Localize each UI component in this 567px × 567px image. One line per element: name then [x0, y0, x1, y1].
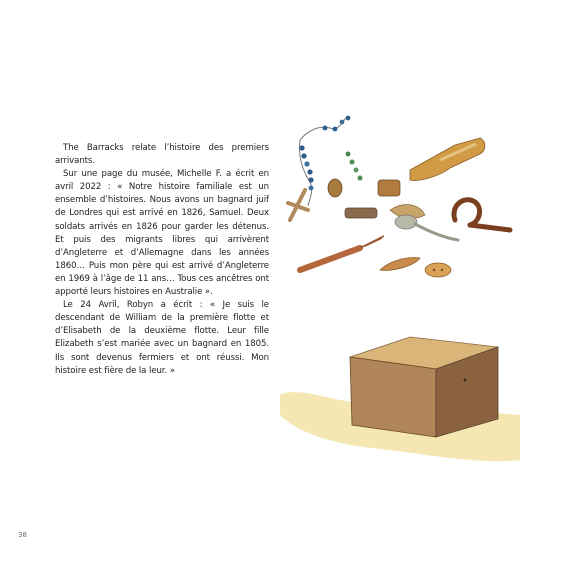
handle-icon	[454, 200, 510, 230]
wood-block-icon	[378, 180, 400, 196]
button-piece-icon	[425, 263, 451, 277]
artifacts-illustration	[280, 110, 520, 285]
paragraph-2: Sur une page du musée, Michelle F. a écrit en avril 2022 : « Notre histoire familiale est un ensemble d’histoires. Nous avons un bagnard juif de Londres qui est arrivé en 1826, Samuel. Deux soldats arrivés en 1826 pour garder les détenus. Et puis des migrants libres qui arrivèrent d’Angleterre et d’Allemagne dans les années 1860… Puis mon père qui est arrivé d’Angleterre en 1969 à l’âge de 11 ans… Tous ces ancêtres ont apporté leurs histoires en Australie ».	[55, 169, 269, 298]
bone-piece-icon	[380, 258, 420, 271]
chest-icon	[350, 337, 498, 437]
paragraph-1: The Barracks relate l’histoire des premiers arrivants.	[55, 143, 269, 167]
long-knife-icon	[300, 236, 384, 270]
spoon-icon	[395, 215, 458, 240]
rosary-icon	[288, 116, 350, 220]
page-number: 38	[18, 531, 27, 539]
comb-icon	[345, 208, 377, 218]
amulet-icon	[328, 179, 342, 197]
body-text	[55, 142, 269, 378]
chest-illustration	[280, 325, 525, 465]
paragraph-3: Le 24 Avril, Robyn a écrit : « Je suis le descendant de William de la première flotte et d’Elisabeth de la deuxième flotte. Leur fille Elizabeth s’est mariée avec un bagnard en 1805. Ils sont devenus fermiers et ont réussi. Mon histoire est fière de la leur. »	[55, 300, 269, 376]
green-beads-icon	[346, 152, 363, 181]
